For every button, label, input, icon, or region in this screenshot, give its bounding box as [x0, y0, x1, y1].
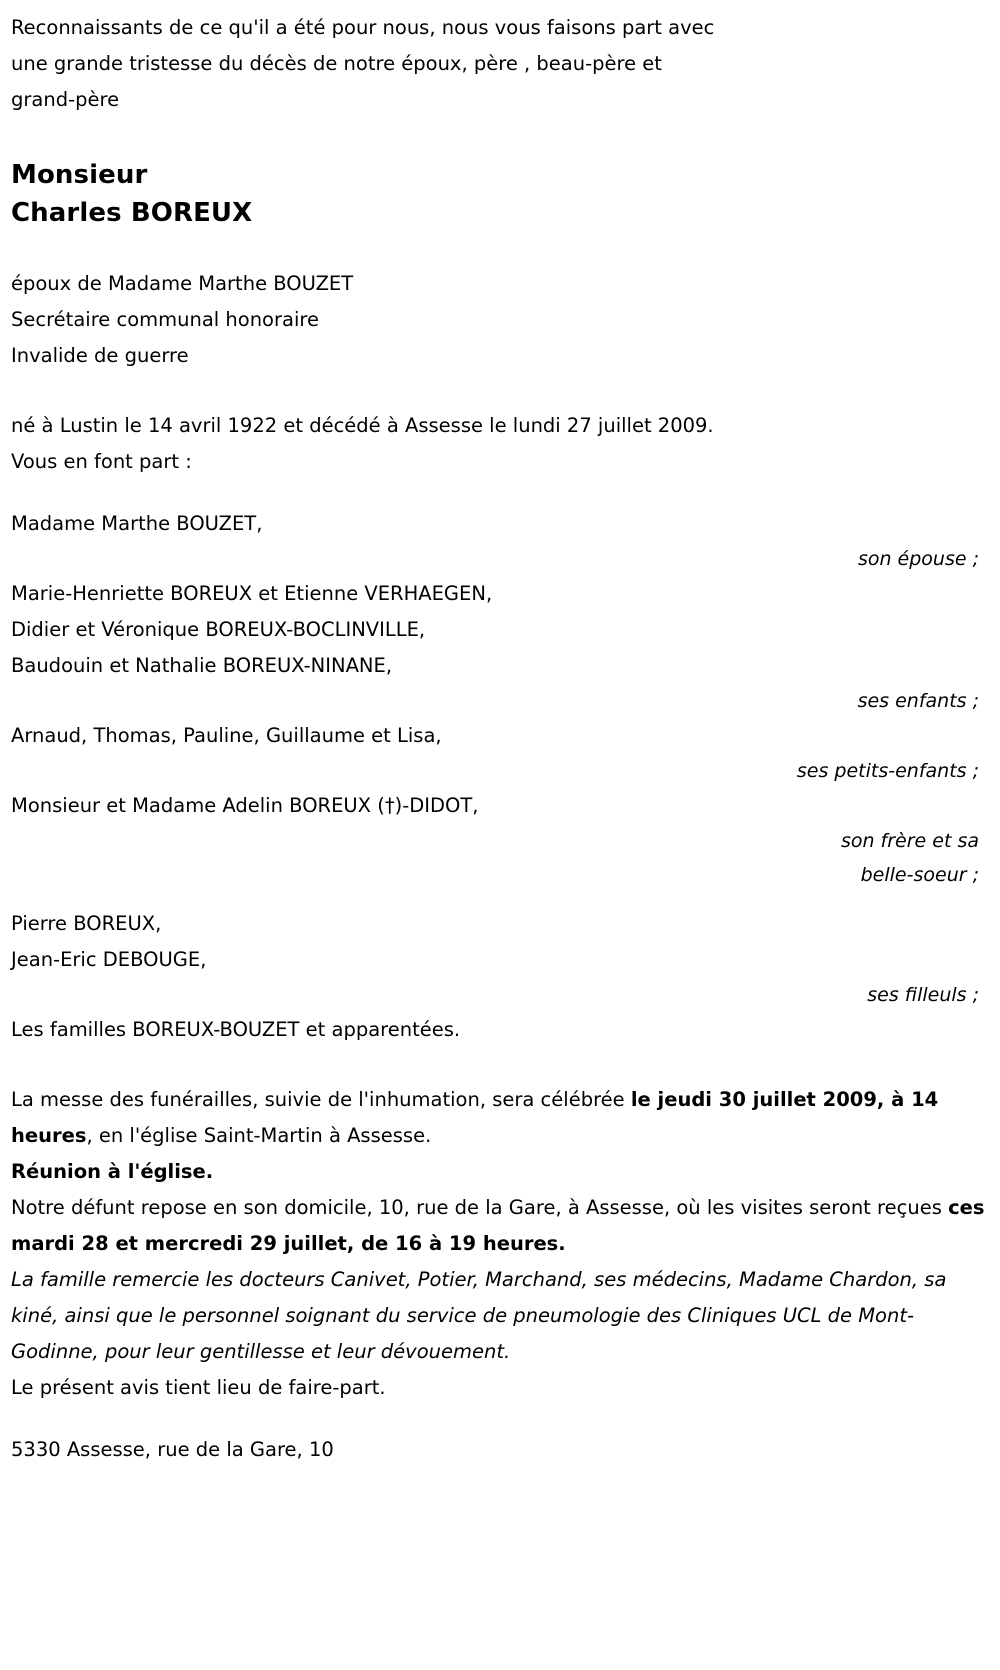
family-role [11, 542, 988, 576]
family-group [11, 718, 988, 788]
gathering-paragraph [11, 1154, 988, 1190]
repose-paragraph [11, 1190, 988, 1262]
intro-line-1: Reconnaissants de ce qu'il a été pour nous, nous vous faisons part avec [11, 16, 715, 39]
thanks-paragraph: La famille remercie les docteurs Canivet, Potier, Marchand, ses médecins, Madame Chardon, sa kiné, ainsi que le personnel soignant du service de pneumologie des Cliniques UCL de Mont-Godinne, pour leur gentillesse et leur dévouement. [11, 1268, 947, 1363]
intro-line-2: une grande tristesse du décès de notre époux, père , beau-père et [11, 52, 662, 75]
family-group [11, 1012, 988, 1048]
family-member: Marie-Henriette BOREUX et Etienne VERHAEGEN, [11, 582, 493, 605]
family-role-line: belle-soeur ; [860, 864, 979, 886]
deceased-title: Monsieur [11, 160, 148, 190]
family-group [11, 788, 988, 892]
family-group [11, 506, 988, 576]
family-names [11, 718, 988, 754]
family-names [11, 1012, 988, 1048]
family-role [11, 978, 988, 1012]
qualifier-spouse: époux de Madame Marthe BOUZET [11, 272, 354, 295]
mass-suffix: , en l'église Saint-Martin à Assesse. [86, 1124, 432, 1147]
spacer [11, 1406, 988, 1432]
intro-line-3: grand-père [11, 88, 120, 111]
family-names [11, 788, 988, 824]
spacer [11, 480, 988, 506]
ceremony-mass-paragraph [11, 1082, 988, 1154]
family-role-line: ses filleuls ; [867, 984, 979, 1006]
family-member: Didier et Véronique BOREUX-BOCLINVILLE, [11, 618, 426, 641]
spacer [11, 892, 988, 906]
family-group [11, 576, 988, 718]
spacer [11, 232, 988, 266]
deceased-name: Charles BOREUX [11, 198, 253, 228]
spacer [11, 374, 988, 408]
qualifier-status: Invalide de guerre [11, 344, 189, 367]
family-member: Madame Marthe BOUZET, [11, 512, 263, 535]
address-line: 5330 Assesse, rue de la Gare, 10 [11, 1438, 334, 1461]
repose-prefix: Notre défunt repose en son domicile, 10, rue de la Gare, à Assesse, où les visites seront reçues [11, 1196, 949, 1219]
intro-paragraph [11, 10, 988, 118]
family-role [11, 824, 988, 892]
mass-datetime: le jeudi 30 juillet 2009, à 14 heures [11, 1088, 939, 1147]
family-member: Jean-Eric DEBOUGE, [11, 948, 207, 971]
family-member: Arnaud, Thomas, Pauline, Guillaume et Lisa, [11, 724, 442, 747]
birth-death-paragraph [11, 408, 988, 480]
announce-line: Vous en font part : [11, 450, 192, 473]
birth-death-line: né à Lustin le 14 avril 1922 et décédé à Assesse le lundi 27 juillet 2009. [11, 414, 714, 437]
gathering-note: Réunion à l'église. [11, 1160, 214, 1183]
family-group [11, 906, 988, 1012]
visit-hours: ces mardi 28 et mercredi 29 juillet, de 16 à 19 heures. [11, 1196, 985, 1255]
deceased-name-block [11, 156, 988, 232]
family-names [11, 576, 988, 684]
deceased-qualifiers [11, 266, 988, 374]
family-role [11, 754, 988, 788]
notice-paragraph: Le présent avis tient lieu de faire-part. [11, 1376, 386, 1399]
family-member: Les familles BOREUX-BOUZET et apparentées. [11, 1018, 461, 1041]
family-names [11, 506, 988, 542]
qualifier-profession: Secrétaire communal honoraire [11, 308, 319, 331]
family-role-line: ses enfants ; [857, 690, 979, 712]
family-member: Monsieur et Madame Adelin BOREUX (†)-DIDOT, [11, 794, 479, 817]
mass-prefix: La messe des funérailles, suivie de l'inhumation, sera célébrée [11, 1088, 631, 1111]
family-role-line: son épouse ; [857, 548, 979, 570]
family-member: Pierre BOREUX, [11, 912, 162, 935]
family-role-line: son frère et sa [840, 830, 979, 852]
family-role-line: ses petits-enfants ; [796, 760, 979, 782]
family-names [11, 906, 988, 978]
spacer [11, 1048, 988, 1082]
family-role [11, 684, 988, 718]
family-member: Baudouin et Nathalie BOREUX-NINANE, [11, 654, 393, 677]
